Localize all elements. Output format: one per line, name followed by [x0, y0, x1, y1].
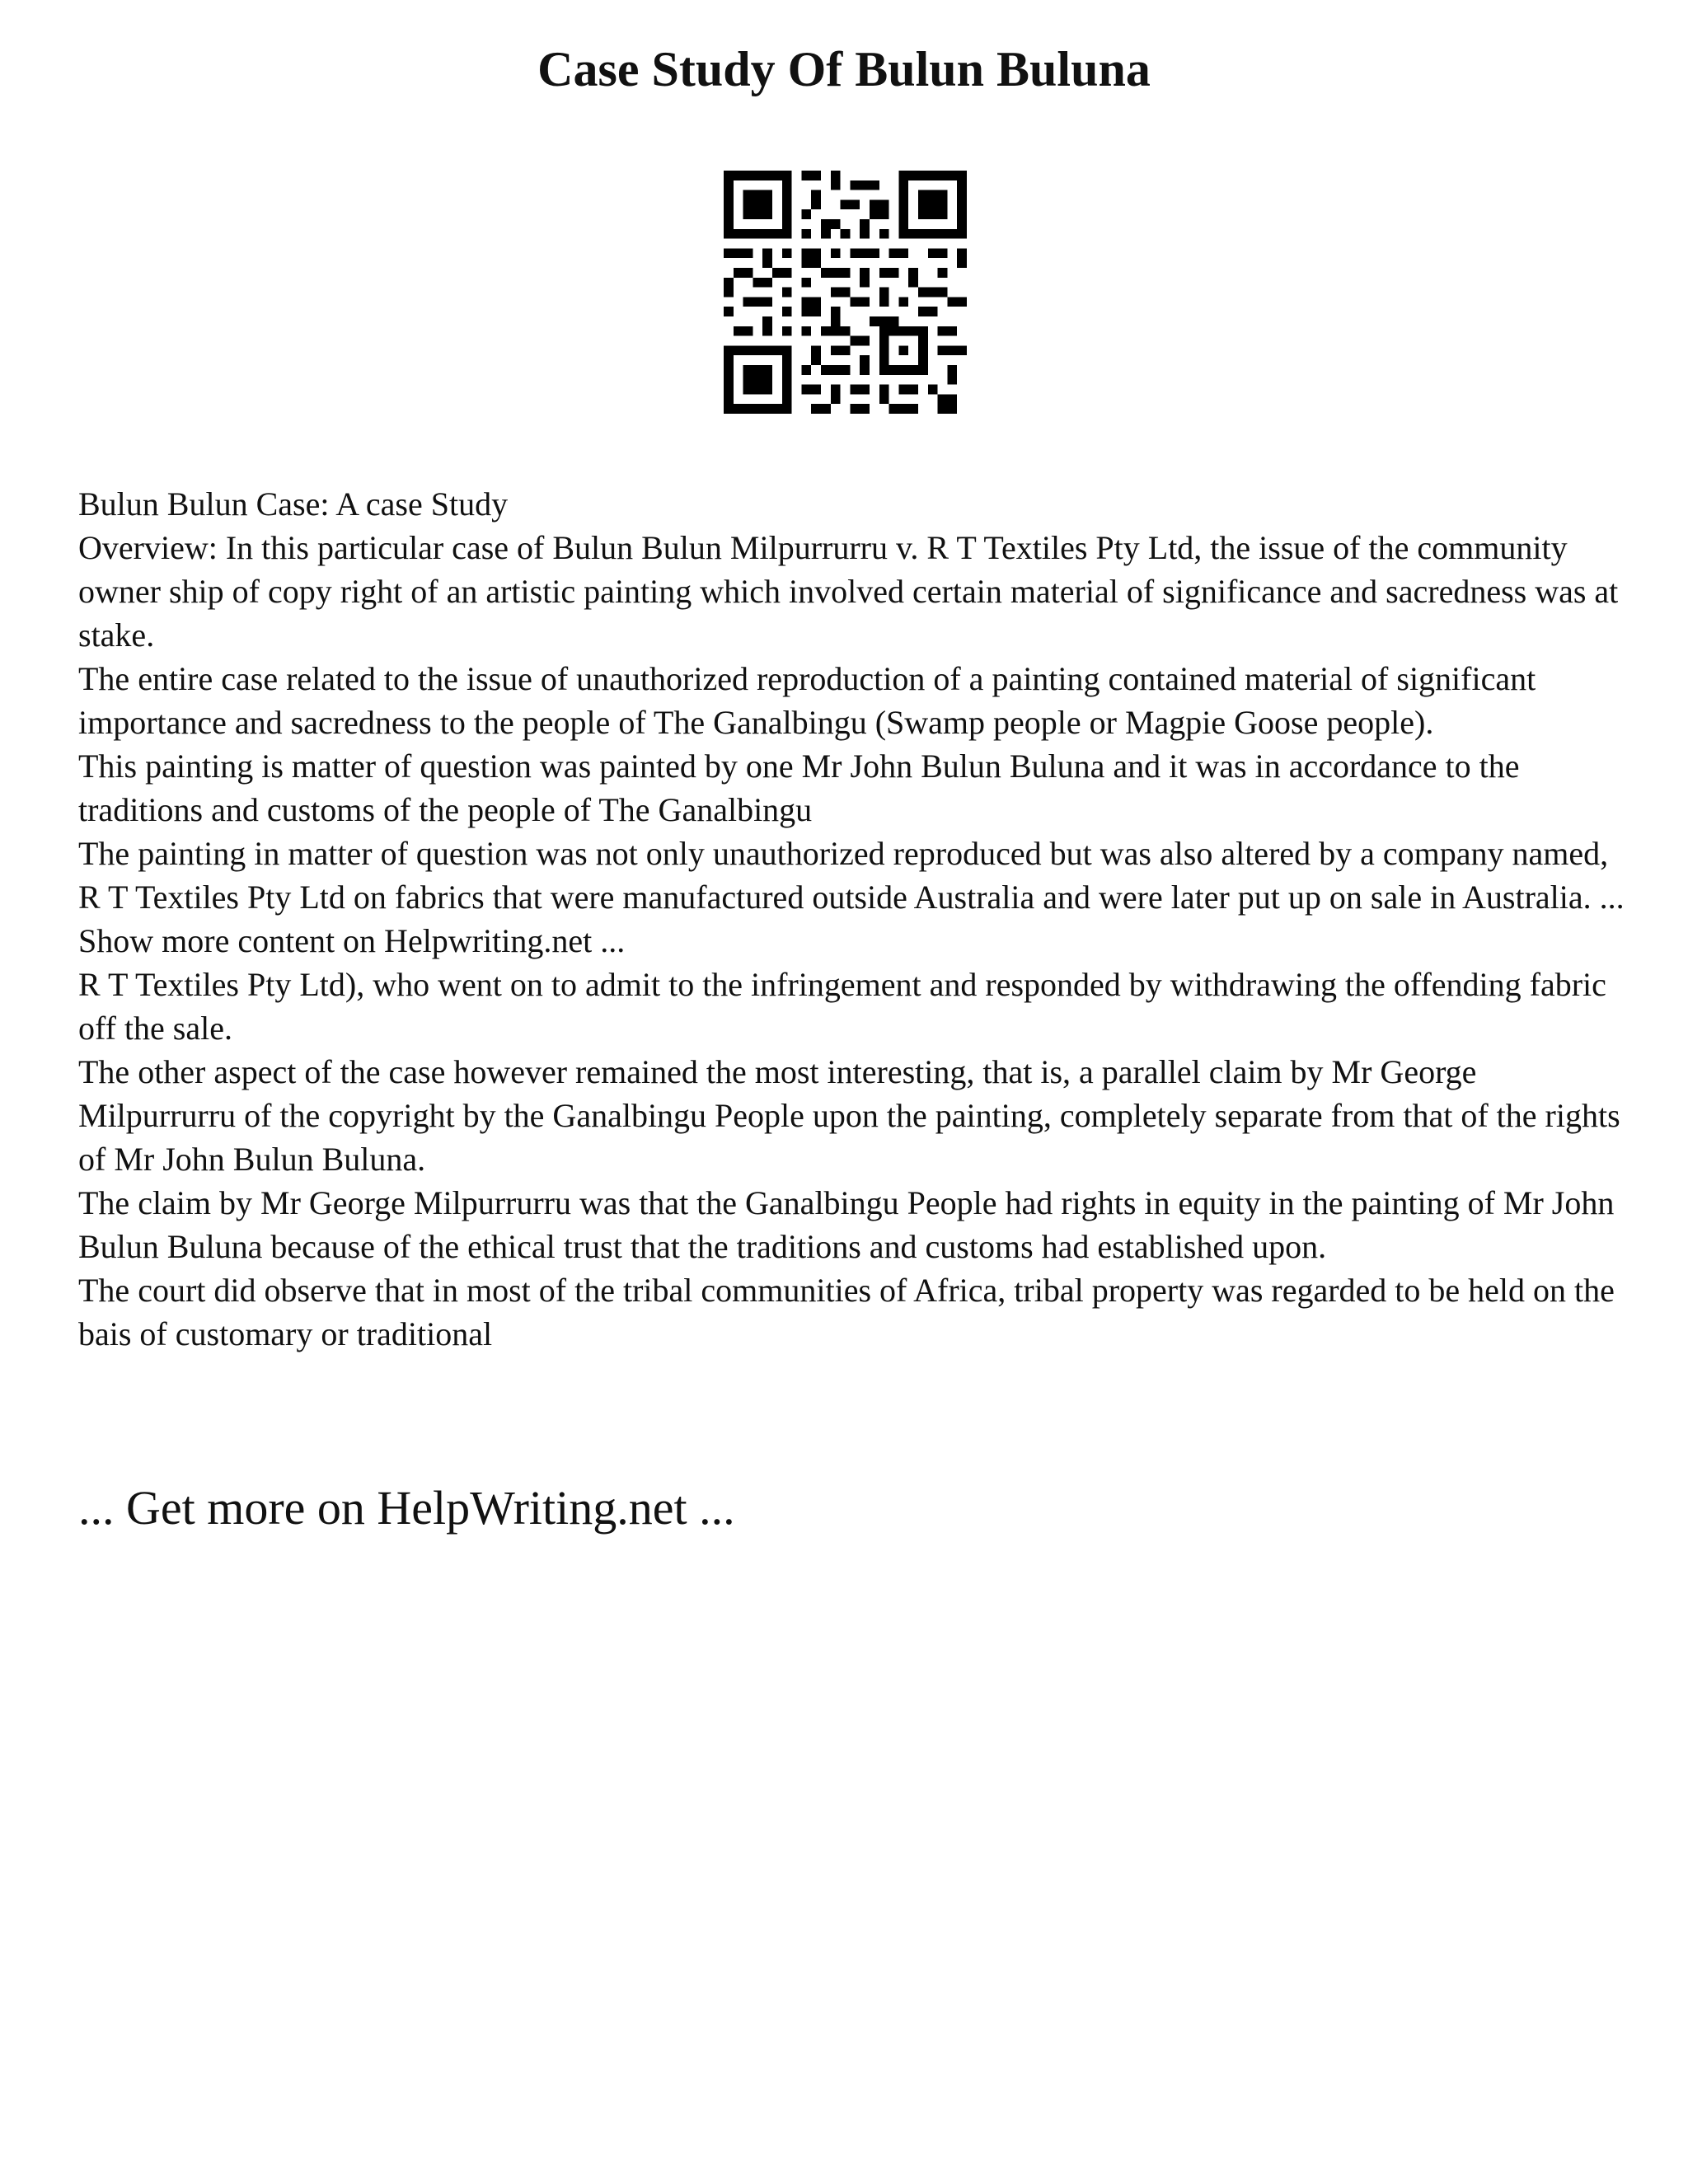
page-title: Case Study Of Bulun Buluna — [537, 42, 1151, 96]
document-body — [78, 482, 1628, 1356]
paragraph: This painting is matter of question was painted by one Mr John Bulun Buluna and it was in accordance to the traditions and customs of the people of The Ganalbingu — [78, 748, 1520, 828]
paragraph: The painting in matter of question was not only unauthorized reproduced but was also altered by a company named, R T Textiles Pty Ltd on fabrics that were manufactured outside Australia and were later put up on sale in Australia. ... Show more content on Helpwriting.net ... — [78, 835, 1625, 959]
paragraph: The claim by Mr George Milpurrurru was that the Ganalbingu People had rights in equity in the painting of Mr John Bulun Buluna because of the ethical trust that the traditions and customs had established upon. — [78, 1184, 1615, 1265]
paragraph: The court did observe that in most of the tribal communities of Africa, tribal property was regarded to be held on the bais of customary or traditional — [78, 1272, 1615, 1352]
paragraph: The entire case related to the issue of unauthorized reproduction of a painting contained material of significant importance and sacredness to the people of The Ganalbingu (Swamp people or Magpie Goose people). — [78, 660, 1536, 741]
paragraph: R T Textiles Pty Ltd), who went on to admit to the infringement and responded by withdrawing the offending fabric off the sale. — [78, 966, 1606, 1047]
paragraph: The other aspect of the case however remained the most interesting, that is, a parallel claim by Mr George Milpurrurru of the copyright by the Ganalbingu People upon the painting, completely separate from that of the rights of Mr John Bulun Buluna. — [78, 1053, 1620, 1178]
qr-code-icon — [724, 171, 967, 414]
paragraph-overview: Overview: In this particular case of Bulun Bulun Milpurrurru v. R T Textiles Pty Ltd, the issue of the community owner ship of copy right of an artistic painting which involved certain material of significance and sacredness was at stake. — [78, 529, 1619, 654]
paragraph-heading: Bulun Bulun Case: A case Study — [78, 485, 509, 523]
get-more-link[interactable]: ... Get more on HelpWriting.net ... — [78, 1481, 735, 1535]
